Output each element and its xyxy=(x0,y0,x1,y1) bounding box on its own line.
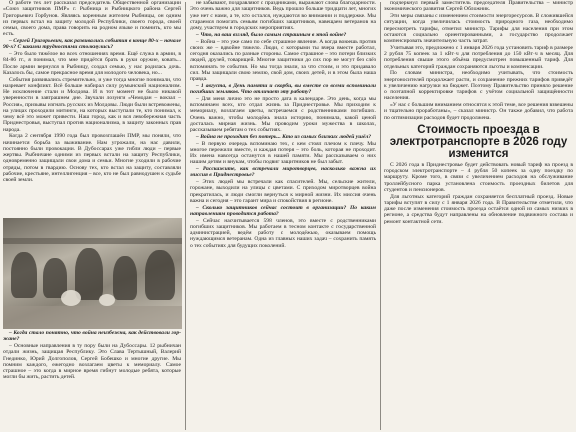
answer-5: – В первую очередь вспоминаю тех, с кем стоял плечом к плечу. Мы многое пережили вместе, и каждая потеря – это боль, которая не проходит. Их имена навсегда останутся в нашей памяти. Мы рассказываем о них нашим детям и внукам, чтобы подвиг защитников не был забыт. xyxy=(190,140,376,166)
question-6: – Расскажите, как встречали миротворцев, насколько важна их миссия в Приднестровье? xyxy=(190,166,376,179)
transport-para-2: Для льготных категорий граждан сохраняется бесплатный проезд. Новые тарифы вступят в силу с 1 января 2026 года. В Правительстве отметили, что даже после изменения стоимость проезда остаётся одной из самых низких в регионе, а средства будут направлены на обновление подвижного состава и ремонт контактной сети. xyxy=(384,193,573,225)
photo-flowers xyxy=(99,294,115,306)
question-1: – Сергей Григорьевич, как развивались события в конце 80-х – начале 90-х? С какими трудностями столкнулись? xyxy=(3,38,181,51)
question-2: – Когда стало понятно, что война неизбежна, как действовали горжане? xyxy=(3,330,181,343)
answer-6: – Этих людей мы встречали как спасителей. Мы, сельские жители, горожане, выходили на улицы с цветами. С приходом миротворцев война прекратилась, и люди смогли вернуться к мирной жизни. Их миссия очень важна и сегодня – это гарант мира и спокойствия в регионе. xyxy=(190,179,376,204)
intro-paragraph: О работе тех лет рассказал председатель Общественной организации «Союз защитников ПМР» г. Рыбница и Рыбницкого района Сергей Григорьевич Горбунов. Являясь коренным жителем Рыбницы, он одним из первых встал на защиту молодой Республики, своего города, своей семьи, своего дома, права говорить на родном языке и помнить, кто мы есть. xyxy=(3,0,181,38)
tariff-para-5: «У нас с большим вниманием относятся к этой теме, все решения взвешены и тщательно проработаны», – сказал министр. Он также добавил, что работа по оптимизации расходов будет продолжена. xyxy=(384,102,573,121)
col2-intro: не забывают, поздравляют с праздниками, выражают слова благодарности. Это очень важно для защитников. Ведь прошло больше тридцати лет, многих уже нет с нами, а те, кто остался, нуждаются во внимании и поддержке. Мы стараемся помогать семьям погибших защитников, навещаем ветеранов на дому, участвуем в городских мероприятиях. xyxy=(190,0,376,31)
question-7: – Сколько защитников сейчас состоит в организации? По каким направлениям проводится работа? xyxy=(190,204,376,217)
answer-7: – Сейчас насчитывается 598 членов, это вместе с родственниками погибших защитников. Мы работаем в тесном контакте с государственной администрацией, ведём работу с молодёжью, оказываем помощь нуждающимся ветеранам. Одна из главных наших задач – сохранить память о тех событиях для будущих поколений. xyxy=(190,217,376,249)
article-headline: Стоимость проезда в электротранспорте в 2026 году изменится xyxy=(389,123,568,160)
column-1-bottom xyxy=(3,330,181,432)
transport-para-1: С 2026 года в Приднестровье будет действовать новый тариф на проезд в городском электротранспорте – 4 рубля 50 копеек за одну поездку по маршруту. Кроме того, в связи с увеличением расходов на обслуживание троллейбусного парка установлена стоимость проездных билетов для студентов и пенсионеров. xyxy=(384,161,573,193)
tariff-para-1: подчеркнул первый заместитель председателя Правительства – министр экономического развития Сергей Обложник. xyxy=(384,0,573,13)
question-5: – Война не проходит без потерь... Кто из самых близких людей ушёл? xyxy=(196,133,372,140)
answer-1-para-2: События развивались стремительно, и уже тогда многие понимали, что назревает конфликт. Всё больше набирал силу румынский национализм. Не исключение стали и Молдова. И в тот момент не было никакой уверенности в завтрашнем дне. Звучали лозунги «Чемодан – вокзал – Россия», призывы изгнать русских из Молдовы. Люди были встревожены, на улицах проходили митинги, на которых выступали те, кто понимал, к чему всё это может привести. Наш город, как и вся левобережная часть Приднестровья, выступал против национализма, в защиту законных прав народа. xyxy=(3,76,181,133)
answer-1-para-1: – Это было тяжёлое во всех отношениях время. Ещё служа в армии, в 84-86 гг., я понимал, что мне придётся брать в руки оружие, ковать... После армии вернулся в Рыбницу, создал семью, у нас родилась дочь. Казалось бы, самое прекрасное время для молодого человека, но... xyxy=(3,51,181,76)
tariff-para-4: По словам министра, необходимо учитывать, что стоимость энергоносителей продолжает расти, и сохранение прежних тарифов приведёт к увеличению нагрузки на бюджет. Поэтому Правительство приняло решение о поэтапной корректировке тарифов с учётом социальной защищённости населения. xyxy=(384,70,573,102)
photo-person xyxy=(11,252,37,298)
answer-4: – Для меня лично это не просто дата в календаре. Это день, когда мы вспоминаем всех, кто отдал жизнь за Приднестровье. Мы приходим к мемориалу, возлагаем цветы, встречаемся с родственниками погибших. Очень важно, чтобы молодёжь знала историю, понимала, какой ценой досталась мирная жизнь. Мы проводим уроки мужества в школах, рассказываем ребятам о тех событиях. xyxy=(190,95,376,133)
column-divider xyxy=(380,2,381,430)
tariff-para-2: Эти меры связаны с изменением стоимости энергоресурсов. В сложившейся ситуации, когда увеличилась стоимость природного газа, необходимо пересмотреть тарифы, отметил министр. Тарифы для населения при этом остаются социально ориентированными, а государство продолжает компенсировать значительную часть затрат. xyxy=(384,13,573,44)
question-4: – 1 августа, в День памяти и скорби, вы вместе со всеми вспоминали погибших земляков. Что отличает эту работу? xyxy=(190,82,376,95)
photo-shelf xyxy=(3,238,182,244)
question-3: – Что, на ваш взгляд, было самым страшным в этой войне? xyxy=(196,31,347,38)
veterans-photo xyxy=(3,218,182,329)
photo-flowers xyxy=(61,290,81,306)
column-2 xyxy=(190,0,376,432)
answer-2-para-1: – Основные направления в ту пору были на Дубоссары. 12 рыбничан отдали жизнь, защищая Республику. Это Слава Тертышный, Валерий Гнединко, Юрий Долгополов, Сергей Бобешко и многие другие. Мы помним каждого, ежегодно возлагаем цветы к мемориалу. Самое страшное – это когда в мирное время гибнут молодые ребята, которые могли бы жить, растить детей. xyxy=(3,343,181,381)
photo-table xyxy=(3,306,182,329)
column-divider xyxy=(185,2,186,430)
tariff-para-3: Учитывая это, предложено с 1 января 2026 года установить тариф в размере 2 рубля 75 копеек за 1 кВт·ч для потребления до 150 кВт·ч в месяц. Для потребления свыше этого объёма предусмотрен повышенный тариф. Для отдельных категорий граждан сохраняются льготы и компенсации. xyxy=(384,44,573,70)
photo-person xyxy=(113,256,137,300)
photo-person xyxy=(145,250,175,300)
answer-3: – Война – это уже само по себе страшное явление. А когда воюешь против своих же – вдвойне тяжело. Люди, с которыми ты вчера вместе работал, сегодня оказались по разные стороны. Самое страшное – это потери близких людей, друзей, товарищей. Многие защитники до сих пор не могут без слёз вспоминать те события. Но мы тогда знали, за что стоим, и это придавало сил. Мы защищали свою землю, свой дом, своих детей, и в этом была наша правда. xyxy=(190,38,376,82)
photo-person xyxy=(75,248,103,300)
answer-1-para-3: Когда 2 сентября 1990 года был провозглашён ПМР, мы поняли, что начинается борьба за выживание. Нам угрожали, на нас давили, постоянно были провокации. В Дубоссарах уже гибли люди – первые жертвы. Рыбничане одними из первых встали на защиту Республики, одновременно защищали свои дома и семьи. Многие уходили в рабочие отряды, потом в гвардию. Основу тех, кто встал на защиту, составляли рабочие, крестьяне, интеллигенция – все, кто не был равнодушен к судьбе своей земли. xyxy=(3,133,181,183)
column-3 xyxy=(384,0,573,432)
